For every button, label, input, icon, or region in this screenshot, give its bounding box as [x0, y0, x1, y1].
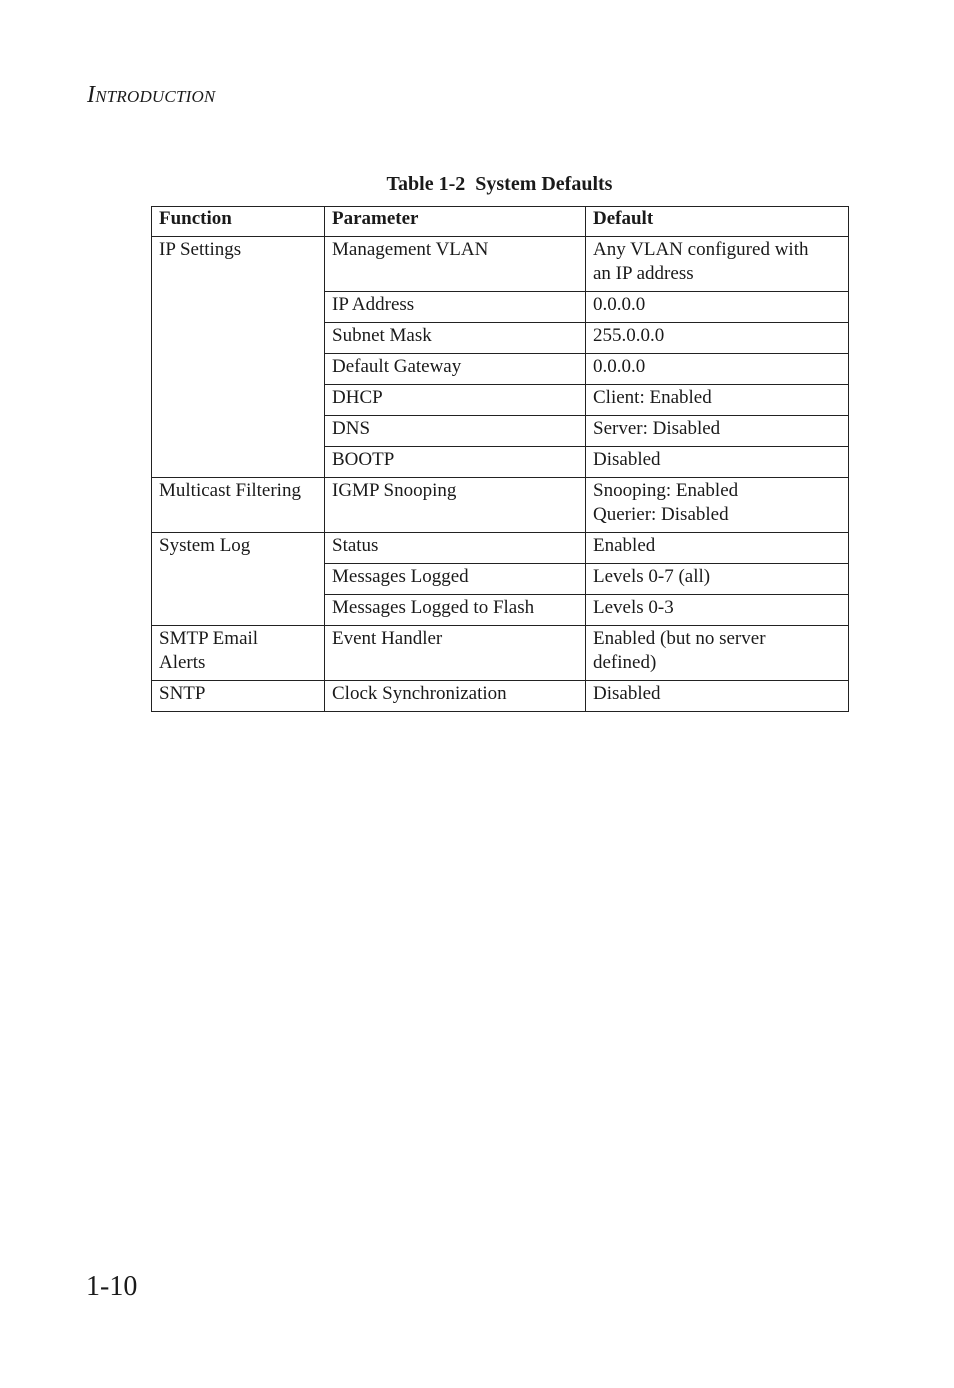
- column-header-default: Default: [586, 207, 849, 237]
- default-cell: 0.0.0.0: [586, 292, 849, 323]
- table-row: [152, 237, 849, 292]
- table-header-row: [152, 207, 849, 237]
- parameter-cell: Messages Logged to Flash: [325, 595, 586, 626]
- default-cell: [586, 237, 849, 292]
- table-row: [152, 533, 849, 564]
- default-cell: Disabled: [586, 681, 849, 712]
- table-caption: [151, 173, 848, 196]
- table-caption-text: Table 1-2 System Defaults: [386, 173, 613, 195]
- default-cell-line: defined): [593, 652, 657, 673]
- parameter-cell: Management VLAN: [325, 237, 586, 292]
- parameter-cell: Subnet Mask: [325, 323, 586, 354]
- default-cell: 0.0.0.0: [586, 354, 849, 385]
- default-cell: Levels 0-3: [586, 595, 849, 626]
- function-cell: System Log: [152, 533, 325, 626]
- column-header-function: Function: [152, 207, 325, 237]
- default-cell: Server: Disabled: [586, 416, 849, 447]
- system-defaults-table: [151, 206, 849, 712]
- function-cell-line: SMTP Email: [159, 628, 259, 649]
- column-header-parameter: Parameter: [325, 207, 586, 237]
- default-cell: Client: Enabled: [586, 385, 849, 416]
- default-cell-line: an IP address: [593, 263, 694, 284]
- parameter-cell: DNS: [325, 416, 586, 447]
- section-title: Introduction: [87, 82, 216, 108]
- parameter-cell: Clock Synchronization: [325, 681, 586, 712]
- running-header: [87, 82, 215, 109]
- parameter-cell: Status: [325, 533, 586, 564]
- default-cell-line: Querier: Disabled: [593, 504, 729, 525]
- default-cell-line: Snooping: Enabled: [593, 480, 739, 501]
- function-cell: [152, 626, 325, 681]
- page-number: 1-10: [86, 1271, 138, 1302]
- parameter-cell: Messages Logged: [325, 564, 586, 595]
- function-cell: SNTP: [152, 681, 325, 712]
- parameter-cell: IP Address: [325, 292, 586, 323]
- function-cell: Multicast Filtering: [152, 478, 325, 533]
- function-cell-line: Alerts: [159, 652, 206, 673]
- default-cell: [586, 478, 849, 533]
- default-cell: 255.0.0.0: [586, 323, 849, 354]
- parameter-cell: Default Gateway: [325, 354, 586, 385]
- default-cell: Levels 0-7 (all): [586, 564, 849, 595]
- table-row: [152, 681, 849, 712]
- table-row: [152, 626, 849, 681]
- parameter-cell: BOOTP: [325, 447, 586, 478]
- function-cell: IP Settings: [152, 237, 325, 478]
- parameter-cell: Event Handler: [325, 626, 586, 681]
- default-cell-line: Any VLAN configured with: [593, 239, 809, 260]
- default-cell: Disabled: [586, 447, 849, 478]
- table-row: [152, 478, 849, 533]
- parameter-cell: IGMP Snooping: [325, 478, 586, 533]
- default-cell-line: Enabled (but no server: [593, 628, 766, 649]
- parameter-cell: DHCP: [325, 385, 586, 416]
- default-cell: [586, 626, 849, 681]
- default-cell: Enabled: [586, 533, 849, 564]
